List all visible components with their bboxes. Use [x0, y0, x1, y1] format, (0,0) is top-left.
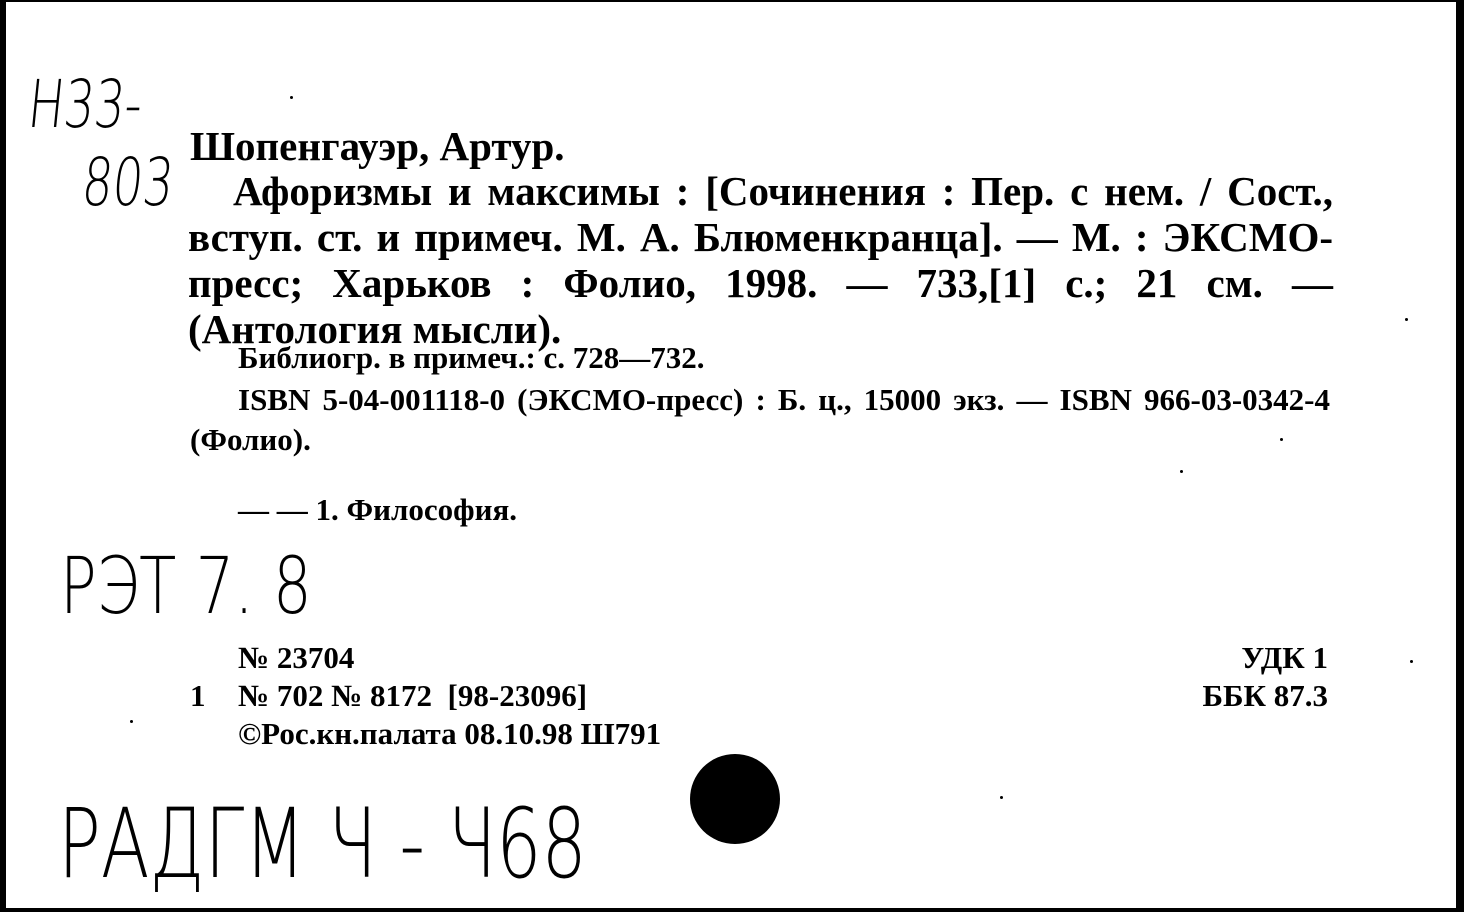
handwritten-bottom-code: РАДГМ Ч - Ч68	[58, 788, 587, 900]
bbk-code: ББК 87.3	[1202, 678, 1328, 713]
copy-marker: 1	[190, 678, 206, 713]
scan-speck	[1410, 660, 1413, 663]
card-left-edge	[0, 0, 6, 912]
isbn-note: ISBN 5-04-001118-0 (ЭКСМО-пресс) : Б. ц., 15000 экз. — ISBN 966-03-0342-4 (Фолио).	[190, 382, 1330, 457]
record-numbers: № 702 № 8172 [98-23096]	[238, 678, 588, 713]
chamber-stamp: ©Рос.кн.палата 08.10.98 Ш791	[238, 716, 662, 751]
author-heading: Шопенгауэр, Артур.	[190, 123, 565, 169]
card-bottom-edge	[0, 908, 1464, 912]
scan-speck	[1405, 318, 1408, 321]
card-top-edge	[0, 0, 1464, 8]
call-number-line-2: 803	[78, 144, 178, 221]
record-number: № 23704	[238, 640, 355, 675]
subject-heading: — — 1. Философия.	[238, 492, 517, 527]
scan-speck	[1280, 438, 1283, 441]
bibliographic-description: Афоризмы и максимы : [Сочинения : Пер. с нем. / Сост., вступ. ст. и примеч. М. А. Блюменкранца]. — М. : ЭКСМО-пресс; Харьков : Фолио, 1998. — 733,[1] с.; 21 см. — (Антология мысли).	[188, 168, 1333, 352]
scan-speck	[130, 720, 133, 723]
bibliography-note: Библиогр. в примеч.: с. 728—732.	[238, 340, 705, 375]
scan-speck	[1180, 470, 1183, 473]
card-right-edge	[1456, 0, 1464, 912]
punch-hole	[690, 754, 780, 844]
udc-code: УДК 1	[1241, 640, 1328, 675]
scan-speck	[1000, 796, 1003, 799]
scan-speck	[290, 96, 293, 99]
call-number-line-1: Н33-	[24, 66, 146, 143]
handwritten-code: РЭТ 7. 8	[60, 542, 312, 632]
